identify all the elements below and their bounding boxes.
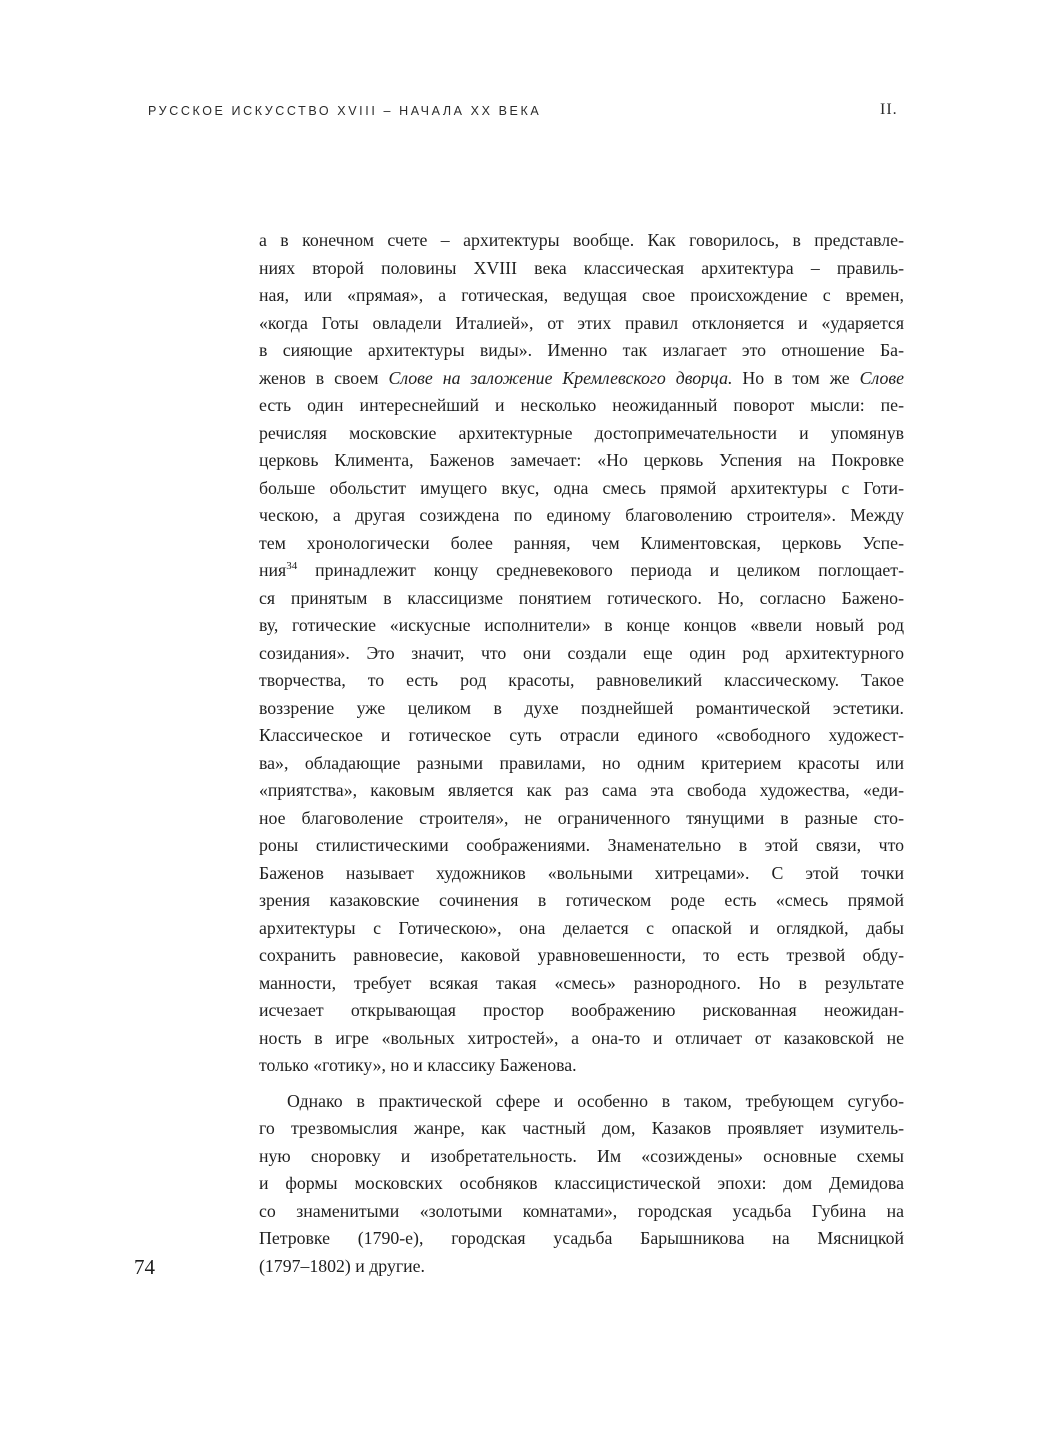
text-line: ниях второй половины XVIII века классическая архитектура – правиль- (259, 257, 904, 278)
text-line: роны стилистическими соображениями. Знаменательно в этой связи, что (259, 835, 904, 855)
text-line: со знаменитыми «золотыми комнатами», городская усадьба Губина на (259, 1200, 904, 1221)
work-title-italic: Слове на заложение Кремлевского дворца. (388, 367, 733, 388)
text-line: а в конечном счете – архитектуры вообще. Как говорилось, в представле- (259, 230, 904, 250)
text-run: ния (259, 560, 287, 580)
text-line: есть один интереснейший и несколько неожиданный поворот мысли: пе- (259, 395, 904, 415)
text-line: Петровке (1790-е), городская усадьба Барышникова на Мясницкой (259, 1228, 904, 1248)
text-line: Однако в практической сфере и особенно в таком, требующем сугубо- (287, 1090, 904, 1111)
text-line: созидания». Это значит, что они создали еще один род архитектурного (259, 642, 904, 663)
text-line: только «готику», но и классику Баженова. (259, 1055, 577, 1075)
text-line: тем хронологически более ранняя, чем Климентовская, церковь Успе- (259, 532, 904, 553)
text-line-with-footnote (259, 557, 904, 585)
text-line: и формы московских особняков классицистической эпохи: дом Демидова (259, 1173, 904, 1193)
text-line: зрения казаковские сочинения в готическом роде есть «смесь прямой (259, 890, 904, 910)
section-mark: II. (880, 101, 898, 118)
text-line: ва», обладающие разными правилами, но одним критерием красоты или (259, 752, 904, 773)
text-line: ная, или «прямая», а готическая, ведущая свое происхождение с времен, (259, 285, 904, 305)
text-line: ву, готические «искусные исполнители» в конце концов «ввели новый род (259, 615, 904, 635)
text-line: в сияющие архитектуры виды». Именно так излагает это отношение Ба- (259, 340, 904, 360)
text-line: ческою, а другая созиждена по единому благоволению строителя». Между (259, 505, 904, 525)
text-line: го трезвомыслия жанре, как частный дом, Казаков проявляет изумитель- (259, 1118, 904, 1138)
footnote-reference[interactable]: 34 (286, 560, 298, 573)
text-line: «приятства», каковым является как раз сама эта свобода художества, «еди- (259, 780, 904, 800)
text-line: церковь Климента, Баженов замечает: «Но церковь Успения на Покровке (259, 450, 904, 470)
text-line: Баженов называет художников «вольными хитрецами». С этой точки (259, 862, 904, 883)
text-line: ную сноровку и изобретательность. Им «созиждены» основные схемы (259, 1145, 904, 1166)
text-line: манности, требует всякая такая «смесь» разнородного. Но в результате (259, 972, 904, 993)
paragraph-1 (259, 227, 904, 1080)
paragraph-2 (259, 1088, 904, 1281)
text-line: исчезает открывающая простор воображению рискованная неожидан- (259, 1000, 904, 1020)
body-text (259, 227, 904, 1280)
text-line: речисляя московские архитектурные достопримечательности и упомянув (259, 422, 904, 443)
text-line-with-title (259, 365, 904, 393)
page-number: 74 (134, 1255, 155, 1279)
text-line: творчества, то есть род красоты, равновеликий классическому. Такое (259, 670, 904, 690)
text-line: ность в игре «вольных хитростей», а она-то и отличает от казаковской не (259, 1027, 904, 1048)
text-line: ное благоволение строителя», не ограниченного тянущими в разные сто- (259, 807, 904, 828)
text-line: (1797–1802) и другие. (259, 1255, 426, 1276)
text-run: Но в том же (732, 367, 860, 388)
work-title-italic: Слове (859, 367, 904, 388)
running-head: РУССКОЕ ИСКУССТВО XVIII – НАЧАЛА XX ВЕКА (148, 104, 542, 118)
text-run: женов в своем (259, 367, 389, 388)
text-line: воззрение уже целиком в духе позднейшей романтической эстетики. (259, 697, 904, 718)
text-line: «когда Готы овладели Италией», от этих правил отклоняется и «ударяется (259, 312, 904, 333)
text-line: сохранить равновесие, каковой уравновешенности, то есть трезвой обду- (259, 945, 904, 965)
text-line: ся принятым в классицизме понятием готического. Но, согласно Бажено- (259, 587, 904, 608)
text-run: принадлежит концу средневекового периода и целиком поглощает- (297, 560, 904, 580)
text-line: больше обольстит имущего вкус, одна смесь прямой архитектуры с Готи- (259, 477, 904, 498)
text-line: Классическое и готическое суть отрасли единого «свободного художест- (259, 725, 904, 745)
text-line: архитектуры с Готическою», она делается с опаской и оглядкой, дабы (259, 917, 904, 938)
